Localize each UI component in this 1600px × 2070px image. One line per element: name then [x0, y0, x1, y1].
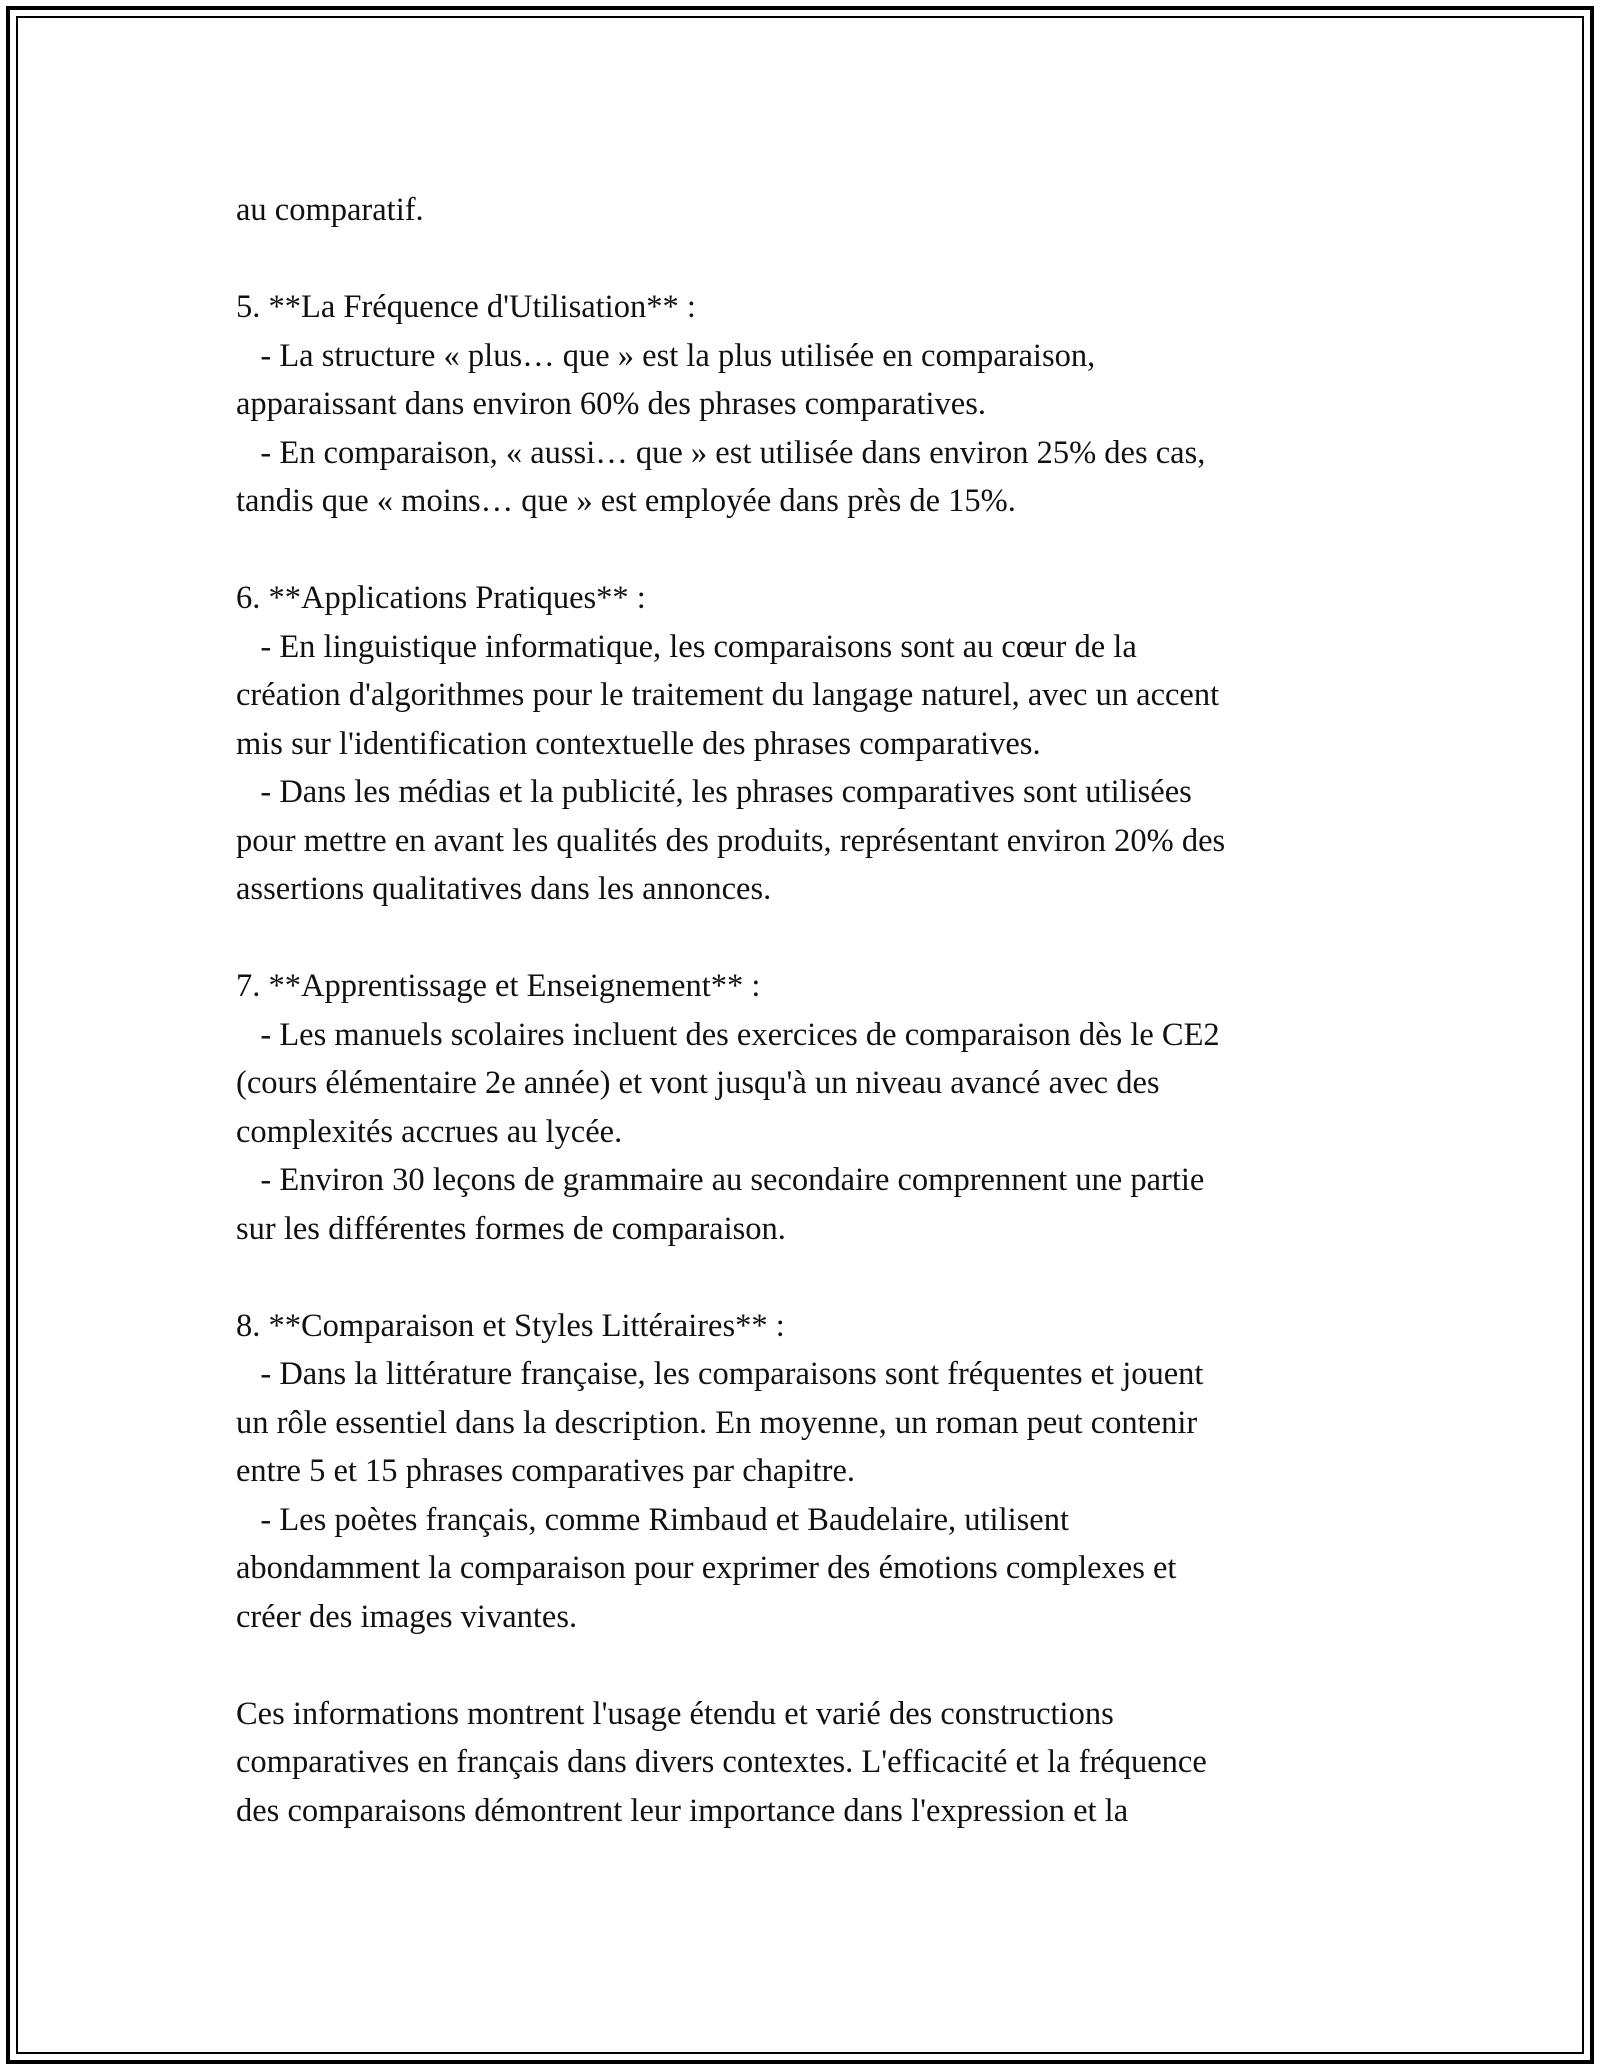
- text-line: - Dans les médias et la publicité, les phrases comparatives sont utilisées: [236, 774, 1192, 810]
- text-line: - Environ 30 leçons de grammaire au secondaire comprennent une partie: [236, 1162, 1205, 1198]
- text-line: - En comparaison, « aussi… que » est utilisée dans environ 25% des cas,: [236, 434, 1206, 471]
- text-line: assertions qualitatives dans les annonces.: [236, 871, 772, 907]
- section-heading-apprentissage: 7. **Apprentissage et Enseignement** :: [236, 968, 761, 1004]
- text-line: - Dans la littérature française, les comparaisons sont fréquentes et jouent: [236, 1356, 1204, 1392]
- blank-line: [236, 914, 1376, 963]
- text-line: un rôle essentiel dans la description. En moyenne, un roman peut contenir: [236, 1404, 1198, 1441]
- text-line: mis sur l'identification contextuelle des phrases comparatives.: [236, 725, 1041, 762]
- text-line: complexités accrues au lycée.: [236, 1113, 623, 1150]
- text-line: créer des images vivantes.: [236, 1598, 578, 1635]
- blank-line: [236, 1253, 1376, 1302]
- text-line: création d'algorithmes pour le traitement du langage naturel, avec un accent: [236, 677, 1220, 713]
- text-line: au comparatif.: [236, 192, 424, 228]
- text-line: tandis que « moins… que » est employée dans près de 15%.: [236, 483, 1016, 519]
- section-heading-applications: 6. **Applications Pratiques** :: [236, 580, 646, 616]
- blank-line: [236, 235, 1376, 284]
- conclusion-line: des comparaisons démontrent leur importance dans l'expression et la: [236, 1792, 1129, 1829]
- text-line: - En linguistique informatique, les comparaisons sont au cœur de la: [236, 628, 1137, 665]
- section-heading-frequence: 5. **La Fréquence d'Utilisation** :: [236, 289, 696, 325]
- conclusion-line: Ces informations montrent l'usage étendu et varié des constructions: [236, 1695, 1114, 1732]
- text-line: - Les manuels scolaires incluent des exercices de comparaison dès le CE2: [236, 1016, 1220, 1053]
- text-line: pour mettre en avant les qualités des produits, représentant environ 20% des: [236, 822, 1226, 859]
- section-heading-styles: 8. **Comparaison et Styles Littéraires** :: [236, 1307, 785, 1344]
- blank-line: [236, 526, 1376, 575]
- text-line: entre 5 et 15 phrases comparatives par chapitre.: [236, 1453, 856, 1489]
- text-line: sur les différentes formes de comparaison.: [236, 1210, 786, 1247]
- text-line: apparaissant dans environ 60% des phrases comparatives.: [236, 386, 986, 422]
- text-line: abondamment la comparaison pour exprimer des émotions complexes et: [236, 1550, 1177, 1586]
- document-body: [236, 186, 1376, 1835]
- text-line: - La structure « plus… que » est la plus utilisée en comparaison,: [236, 337, 1096, 374]
- text-line: - Les poètes français, comme Rimbaud et Baudelaire, utilisent: [236, 1501, 1070, 1538]
- blank-line: [236, 1641, 1376, 1690]
- conclusion-line: comparatives en français dans divers contextes. L'efficacité et la fréquence: [236, 1744, 1207, 1780]
- text-line: (cours élémentaire 2e année) et vont jusqu'à un niveau avancé avec des: [236, 1065, 1160, 1101]
